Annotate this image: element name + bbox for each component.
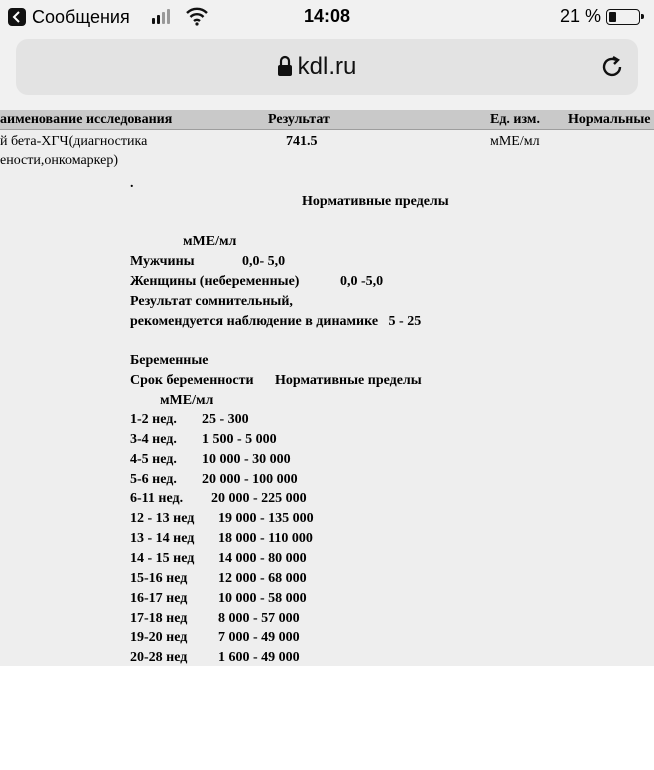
pregnancy-term: 14 - 15 нед	[130, 550, 195, 566]
pregnancy-range: 7 000 - 49 000	[218, 630, 300, 646]
doubtful-line1: Результат сомнительный,	[130, 294, 293, 309]
pregnant-unit: мМЕ/мл	[160, 393, 214, 408]
pregnancy-norm-row	[130, 452, 530, 470]
pregnancy-norm-row	[130, 531, 530, 549]
pregnancy-term: 4-5 нед.	[130, 451, 177, 467]
clock: 14:08	[303, 6, 351, 26]
status-bar	[0, 0, 654, 34]
dot: .	[130, 176, 134, 191]
result-unit: мМЕ/мл	[490, 134, 540, 149]
pregnancy-term: 19-20 нед	[130, 630, 188, 646]
norm-men	[130, 254, 530, 272]
doubtful-line2: рекомендуется наблюдение в динамике 5 - 25	[130, 314, 422, 329]
col-limits: Нормативные пределы	[275, 373, 422, 388]
pregnancy-norm-row	[130, 472, 530, 490]
norms-unit: мМЕ/мл	[183, 234, 237, 249]
pregnancy-norm-row	[130, 432, 530, 450]
norms-title: Нормативные пределы	[302, 194, 449, 209]
col-term: Срок беременности	[130, 373, 254, 388]
test-name-line1: й бета-ХГЧ(диагностика	[0, 134, 148, 149]
pregnancy-range: 19 000 - 135 000	[218, 511, 314, 527]
women-value: 0,0 -5,0	[340, 274, 384, 289]
url-text: kdl.ru	[297, 53, 357, 80]
pregnancy-norm-row	[130, 630, 530, 648]
pregnancy-norm-row	[130, 412, 530, 430]
report-page	[0, 110, 654, 666]
pregnancy-term: 1-2 нед.	[130, 412, 177, 427]
pregnant-heading: Беременные	[130, 353, 209, 368]
battery-percentage: 21 %	[560, 6, 602, 26]
pregnancy-term: 5-6 нед.	[130, 471, 177, 487]
header-unit: Ед. изм.	[490, 112, 540, 127]
pregnancy-range: 10 000 - 30 000	[202, 451, 291, 467]
pregnancy-norm-row	[130, 551, 530, 569]
pregnancy-range: 8 000 - 57 000	[218, 610, 300, 626]
blank-area	[0, 666, 654, 770]
header-test-name: аименование исследования	[0, 112, 173, 127]
browser-toolbar	[0, 34, 654, 110]
header-result: Результат	[268, 112, 330, 127]
pregnancy-range: 20 000 - 225 000	[211, 491, 307, 507]
reload-icon[interactable]	[598, 53, 626, 86]
norm-women	[130, 274, 530, 292]
pregnancy-term: 12 - 13 нед	[130, 511, 195, 527]
pregnancy-range: 1 600 - 49 000	[218, 650, 300, 666]
women-label: Женщины (небеременные)	[130, 274, 300, 289]
pregnancy-term: 17-18 нед	[130, 610, 188, 626]
pregnancy-term: 15-16 нед	[130, 570, 188, 586]
pregnancy-range: 10 000 - 58 000	[218, 590, 307, 606]
pregnancy-range: 12 000 - 68 000	[218, 570, 307, 586]
men-label: Мужчины	[130, 254, 195, 269]
men-value: 0,0- 5,0	[242, 254, 286, 269]
pregnancy-norm-row	[130, 511, 530, 529]
pregnancy-term: 3-4 нед.	[130, 431, 177, 447]
pregnancy-norm-row	[130, 591, 530, 609]
pregnancy-range: 20 000 - 100 000	[202, 471, 298, 487]
pregnancy-term: 6-11 нед.	[130, 491, 184, 507]
pregnancy-norm-row	[130, 491, 530, 509]
pregnancy-norm-row	[130, 571, 530, 589]
table-header	[0, 110, 654, 130]
test-name-line2: ености,онкомаркер)	[0, 153, 119, 168]
pregnancy-norm-row	[130, 611, 530, 629]
pregnancy-range: 18 000 - 110 000	[218, 531, 313, 547]
pregnancy-term: 13 - 14 нед	[130, 531, 195, 547]
pregnancy-range: 25 - 300	[202, 412, 249, 427]
pregnant-columns	[130, 373, 530, 391]
pregnancy-term: 20-28 нед	[130, 650, 188, 666]
pregnancy-range: 14 000 - 80 000	[218, 550, 307, 566]
address-bar[interactable]	[16, 39, 638, 95]
battery-icon	[606, 9, 640, 25]
back-app-label: Сообщения	[32, 6, 130, 27]
pregnancy-range: 1 500 - 5 000	[202, 431, 277, 447]
header-normal: Нормальные	[568, 112, 651, 127]
pregnancy-term: 16-17 нед	[130, 590, 188, 606]
result-value: 741.5	[286, 134, 318, 149]
